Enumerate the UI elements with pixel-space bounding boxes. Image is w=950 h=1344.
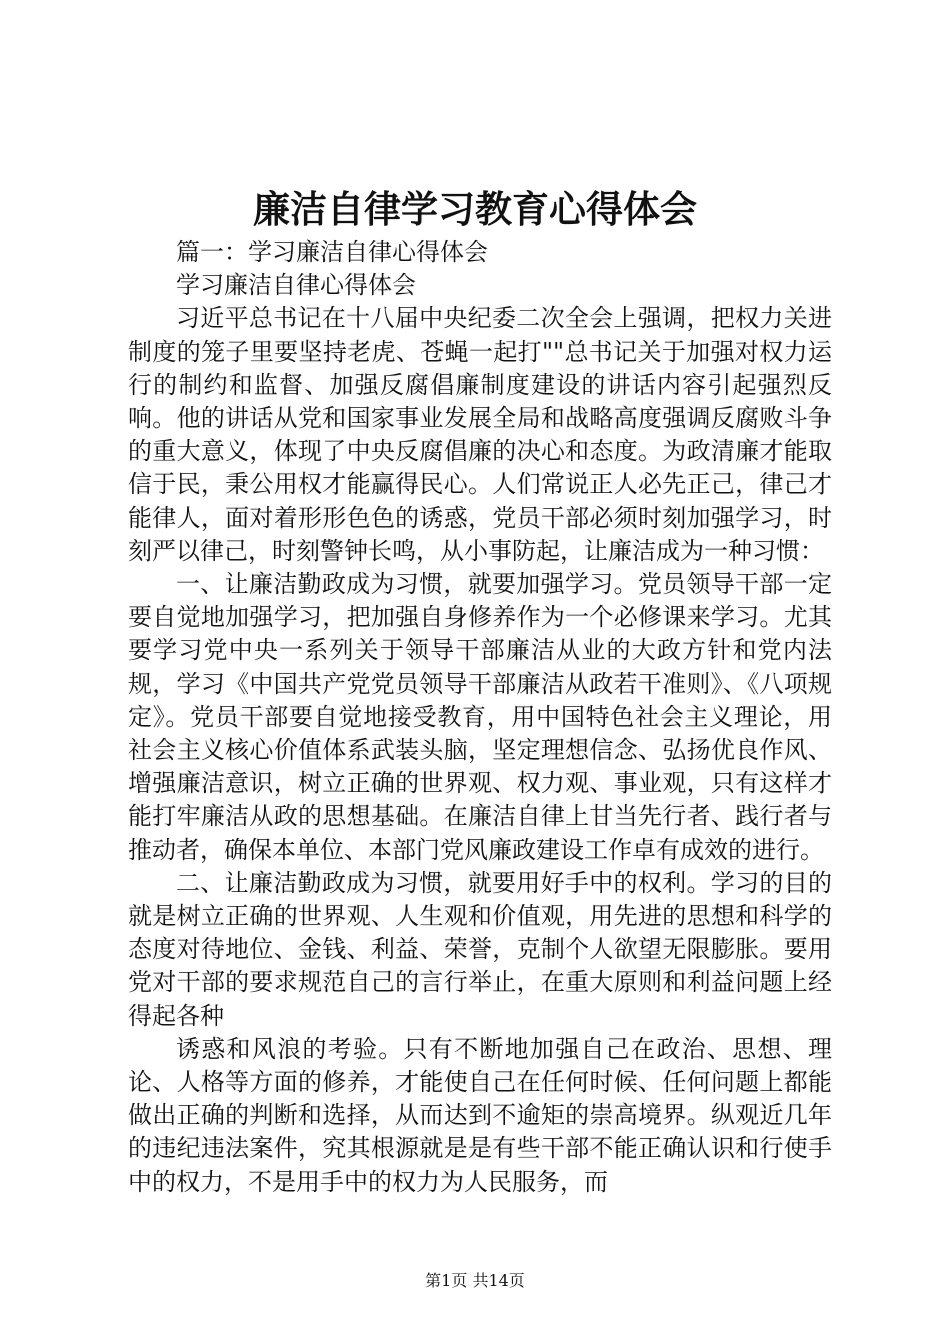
page-footer: 第1页 共14页 bbox=[425, 1271, 525, 1290]
document-body bbox=[128, 236, 832, 1199]
paragraph-continuation: 诱惑和风浪的考验。只有不断地加强自己在政治、思想、理论、人格等方面的修养，才能使自己在任何时候、任何问题上都能做出正确的判断和选择，从而达到不逾矩的崇高境界。纵观近几年的违纪违法案件，究其根源就是是有些干部不能正确认识和行使手中的权力，不是用手中的权力为人民服务，而 bbox=[128, 1034, 832, 1196]
paragraph-point-one: 一、让廉洁勤政成为习惯，就要加强学习。党员领导干部一定要自觉地加强学习，把加强自身修养作为一个必修课来学习。尤其要学习党中央一系列关于领导干部廉洁从业的大政方针和党内法规，学习《中国共产党党员领导干部廉洁从政若干准则》、《八项规定》。党员干部要自觉地接受教育，用中国特色社会主义理论，用社会主义核心价值体系武装头脑，坚定理想信念、弘扬优良作风、增强廉洁意识，树立正确的世界观、权力观、事业观，只有这样才能打牢廉洁从政的思想基础。在廉洁自律上甘当先行者、践行者与推动者，确保本单位、本部门党风廉政建设工作卓有成效的进行。 bbox=[128, 570, 832, 864]
paragraph-intro: 习近平总书记在十八届中央纪委二次全会上强调，把权力关进制度的笼子里要坚持老虎、苍蝇一起打""总书记关于加强对权力运行的制约和监督、加强反腐倡廉制度建设的讲话内容引起强烈反响。他的讲话从党和国家事业发展全局和战略高度强调反腐败斗争的重大意义，体现了中央反腐倡廉的决心和态度。为政清廉才能取信于民，秉公用权才能赢得民心。人们常说正人必先正己，律己才能律人，面对着形形色色的诱惑，党员干部必须时刻加强学习，时刻严以律己，时刻警钟长鸣，从小事防起，让廉洁成为一种习惯： bbox=[128, 304, 832, 565]
document-title: 廉洁自律学习教育心得体会 bbox=[253, 187, 697, 231]
paragraph-section-heading: 篇一：学习廉洁自律心得体会 bbox=[176, 238, 488, 266]
paragraph-point-two: 二、让廉洁勤政成为习惯，就要用好手中的权利。学习的目的就是树立正确的世界观、人生观和价值观，用先进的思想和科学的态度对待地位、金钱、利益、荣誉，克制个人欲望无限膨胀。要用党对干部的要求规范自己的言行举止，在重大原则和利益问题上经得起各种 bbox=[128, 868, 832, 1030]
paragraph-subtitle: 学习廉洁自律心得体会 bbox=[176, 271, 416, 300]
